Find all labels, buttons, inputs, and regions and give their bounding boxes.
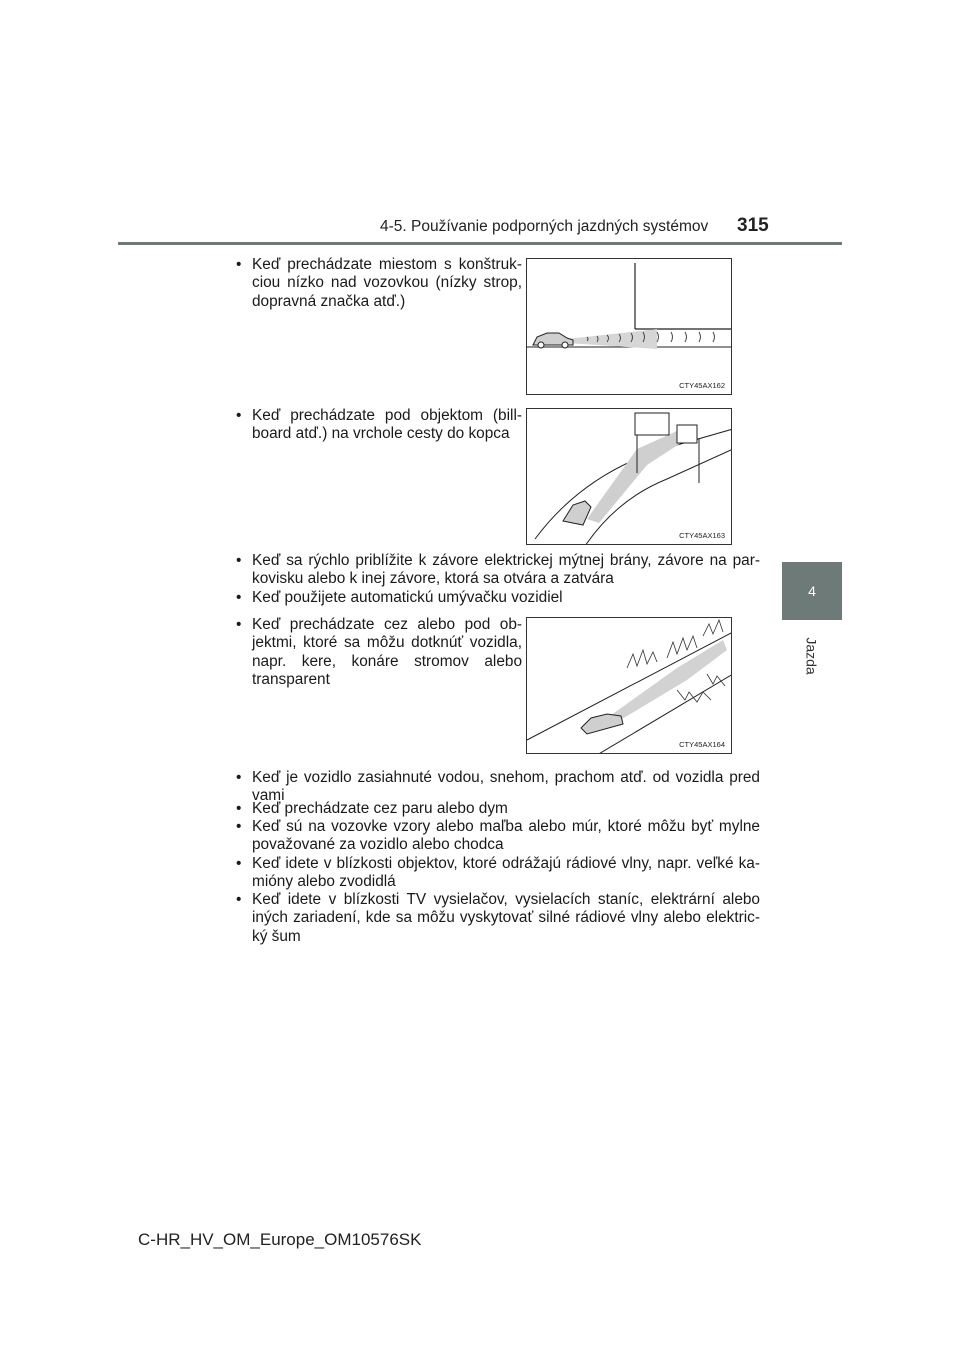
section-title: 4-5. Používanie podporných jazdných systémov: [380, 218, 709, 235]
chapter-number: 4: [808, 583, 816, 599]
car-icon: [563, 501, 591, 525]
figure-code: CTY45AX163: [679, 531, 725, 540]
vegetation-illustration: [527, 618, 732, 754]
car-icon: [533, 333, 573, 348]
list-item-water-snow: • Keď je vozidlo zasiahnuté vodou, snehom, prachom atď. od vozidla pred vami: [236, 769, 760, 806]
list-item-barrier: • Keď sa rýchlo priblížite k závore elektrickej mýtnej brány, závore na par-kovisku alebo k inej závore, ktorá sa otvára a zatvára: [236, 552, 760, 589]
figure-vegetation: [526, 617, 732, 754]
page-number: 315: [737, 215, 769, 236]
chapter-label: Jazda: [803, 637, 820, 675]
list-item-car-wash: • Keď použijete automatickú umývačku vozidiel: [236, 589, 760, 607]
list-item-billboard: • Keď prechádzate pod objektom (bill-board atď.) na vrchole cesty do kopca: [236, 407, 522, 444]
list-item-low-ceiling: • Keď prechádzate miestom s konštruk-ciou nízko nad vozovkou (nízky strop, dopravná značka atď.): [236, 256, 522, 311]
billboard-hill-illustration: [527, 409, 732, 545]
list-item-road-patterns: • Keď sú na vozovke vzory alebo maľba alebo múr, ktoré môžu byť mylne považované za vozidlo alebo chodca: [236, 818, 760, 855]
list-item-reflective-objects: • Keď idete v blízkosti objektov, ktoré odrážajú rádiové vlny, napr. veľké ka-mióny alebo zvodidlá: [236, 855, 760, 892]
list-item-radio-waves: • Keď idete v blízkosti TV vysielačov, vysielacích staníc, elektrární alebo iných zariadení, kde sa môžu vyskytovať silné rádiové vlny alebo elektric-ký šum: [236, 891, 760, 946]
low-structure-illustration: [527, 259, 732, 395]
figure-billboard-hill: [526, 408, 732, 545]
figure-low-structure: [526, 258, 732, 395]
figure-code: CTY45AX162: [679, 381, 725, 390]
car-icon: [581, 714, 623, 734]
document-id: C-HR_HV_OM_Europe_OM10576SK: [138, 1230, 422, 1249]
header-divider: [118, 242, 842, 245]
list-item-vegetation: • Keď prechádzate cez alebo pod ob-jektmi, ktoré sa môžu dotknúť vozidla, napr. kere, konáre stromov alebo transparent: [236, 616, 522, 689]
chapter-tab: [782, 562, 842, 620]
list-item-steam-smoke: • Keď prechádzate cez paru alebo dym: [236, 800, 760, 818]
figure-code: CTY45AX164: [679, 740, 725, 749]
